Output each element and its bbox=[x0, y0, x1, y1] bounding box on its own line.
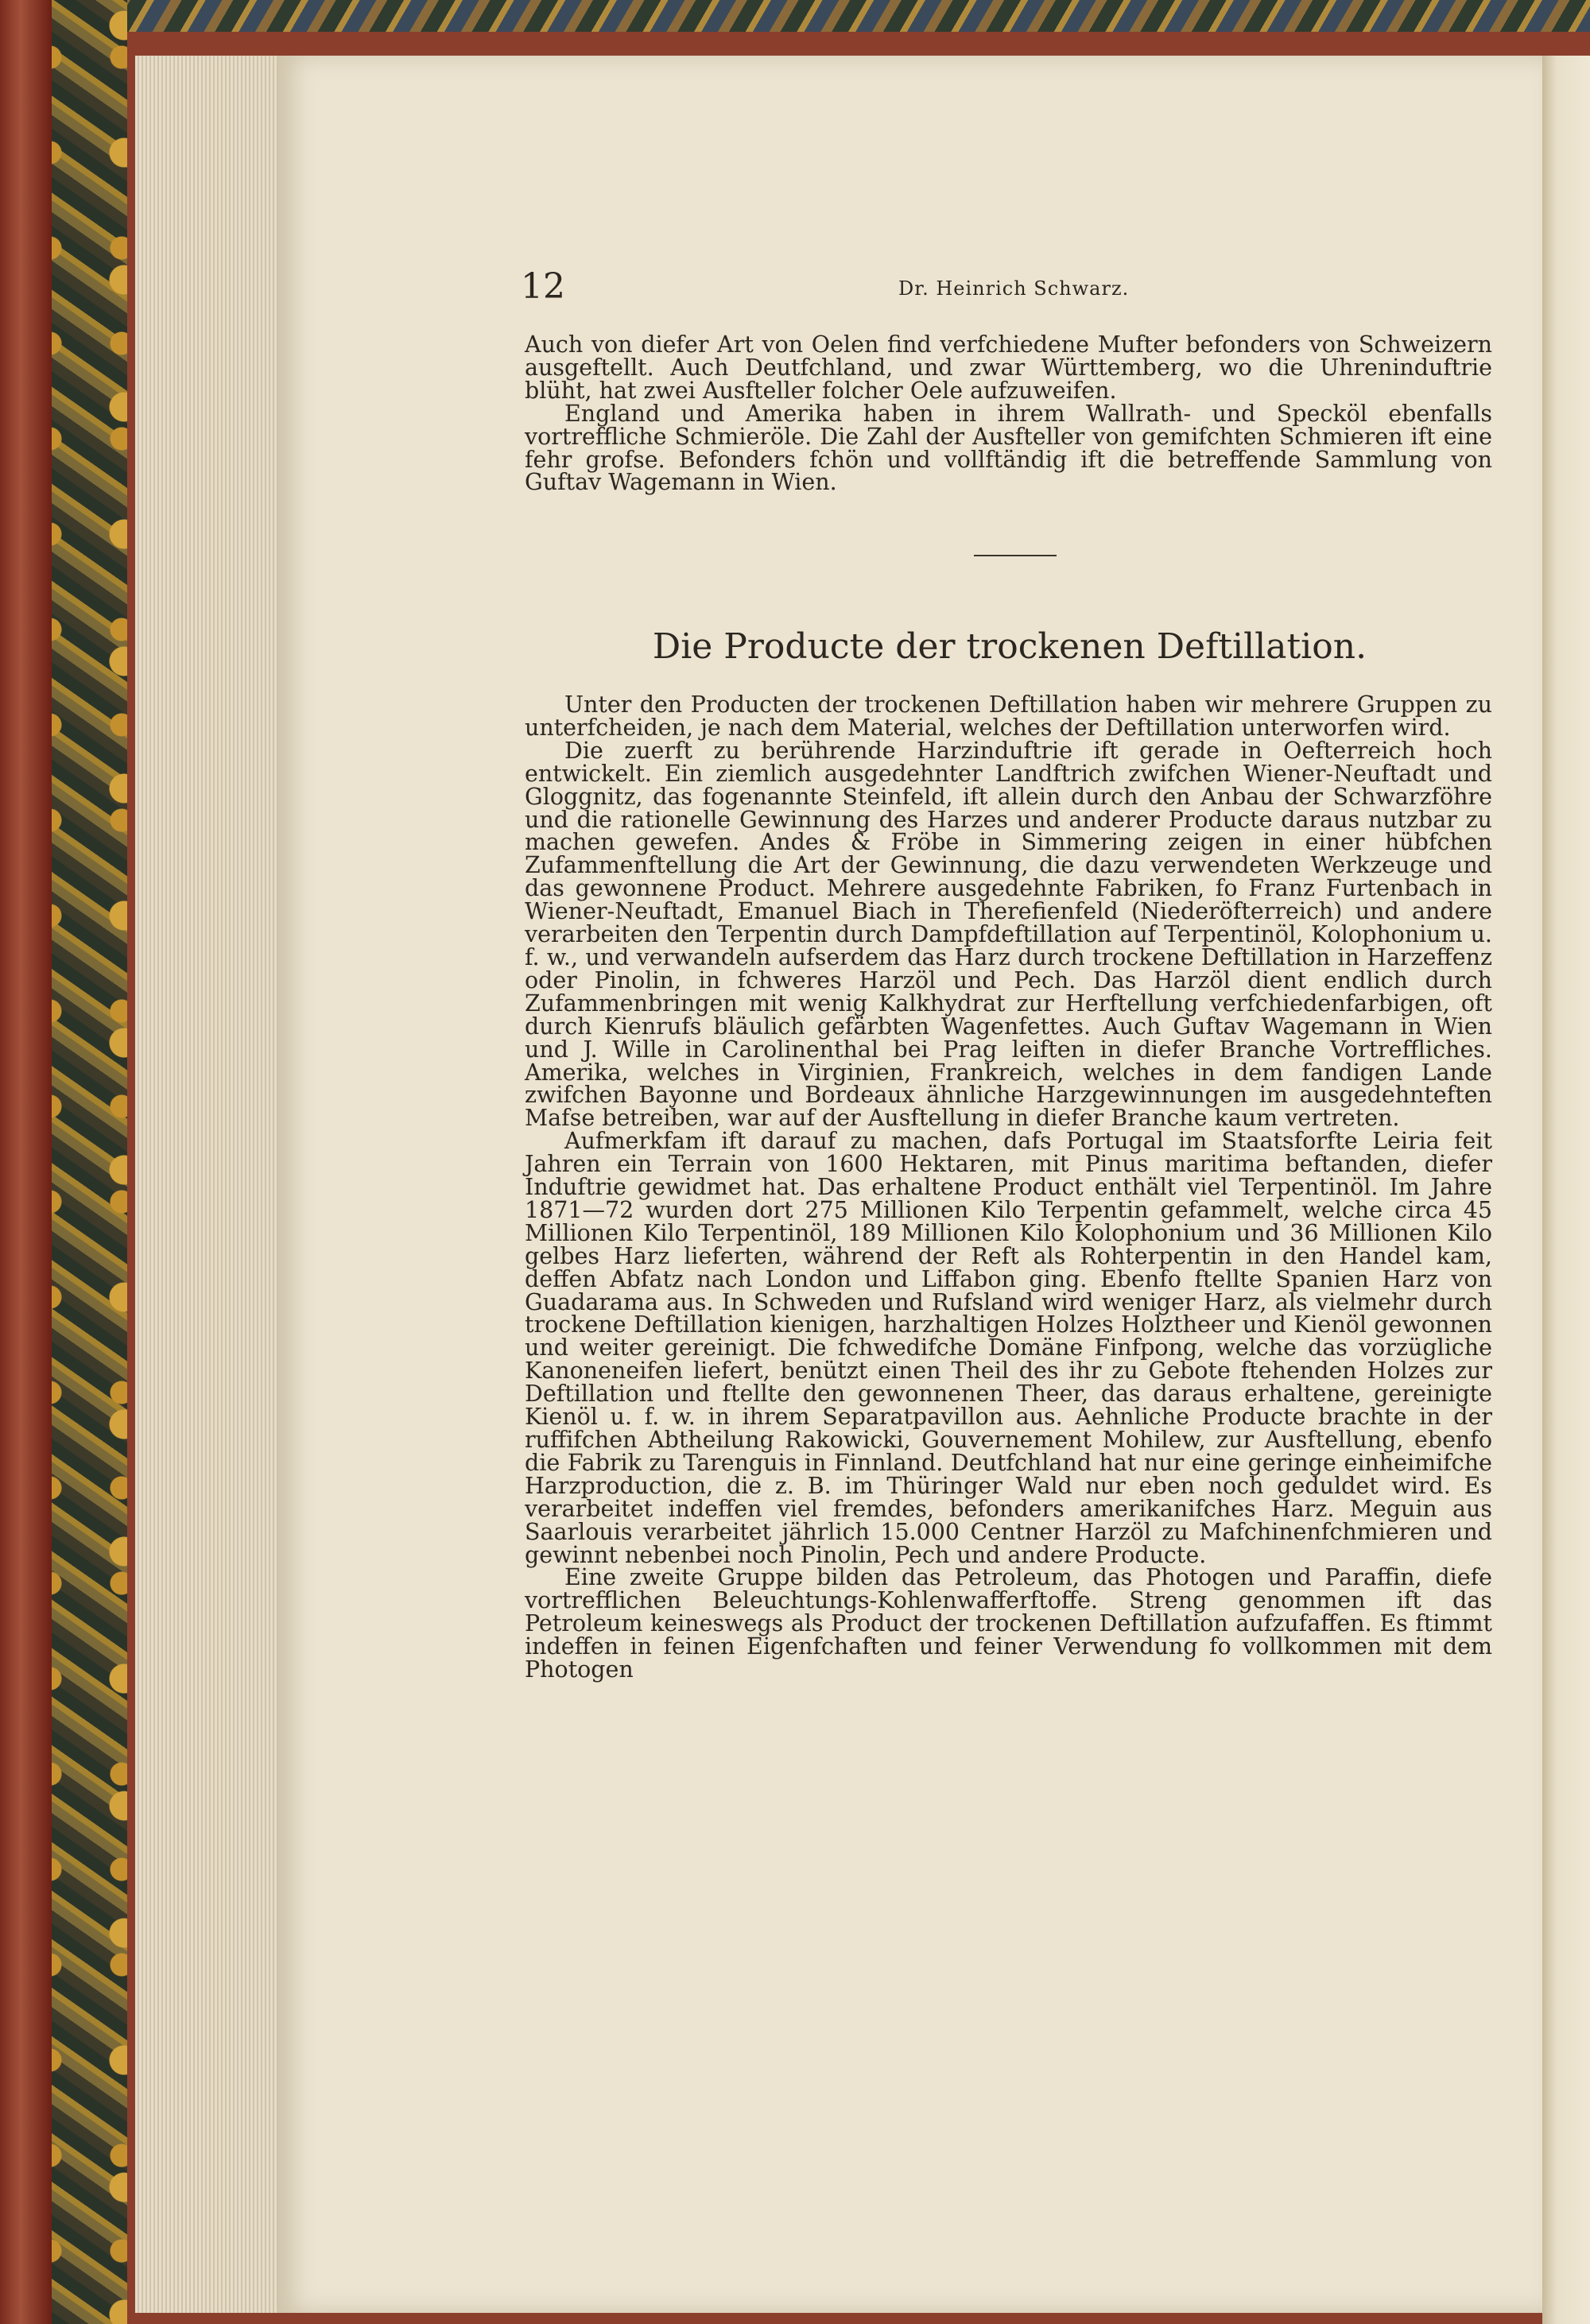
paragraph: England und Amerika haben in ihrem Wallrath- und Specköl ebenfalls vortreffliche Schmieröle. Die Zahl der Ausfteller von gemifchten Schmieren ift eine fehr grofse. Befonders fchön und vollftändig ift die betreffende Sammlung von Guftav Wagemann in Wien. bbox=[525, 400, 1492, 496]
section-divider bbox=[974, 555, 1057, 556]
intro-text bbox=[525, 331, 1492, 496]
page-edges bbox=[135, 56, 286, 2313]
paragraph: Die zuerft zu berührende Harzinduftrie ift gerade in Oefterreich hoch entwickelt. Ein ziemlich ausgedehnter Landftrich zwifchen Wiener-Neuftadt und Gloggnitz, das fogenannte Steinfeld, ift allein durch den Anbau der Schwarzföhre und die rationelle Gewinnung des Harzes und anderer Producte daraus nutzbar zu machen gewefen. Andes & Fröbe in Simmering zeigen in einer hübfchen Zufammenftellung die Art der Gewinnung, die dazu verwendeten Werkzeuge und das gewonnene Product. Mehrere ausgedehnte Fabriken, fo Franz Furtenbach in Wiener-Neuftadt, Emanuel Biach in Therefienfeld (Niederöfterreich) und andere verarbeiten den Terpentin durch Dampfdeftillation auf Terpentinöl, Kolophonium u. f. w., und verwandeln aufserdem das Harz durch trockene Deftillation in Harzeffenz oder Pinolin, in fchweres Harzöl und Pech. Das Harzöl dient endlich durch Zufammenbringen mit wenig Kalkhydrat zur Herftellung verfchiedenfarbigen, oft durch Kienrufs bläulich gefärbten Wagenfettes. Auch Guftav Wagemann in Wien und J. Wille in Carolinenthal bei Prag leiften in diefer Branche Vortreffliches. Amerika, welches in Virginien, Frankreich, welches in dem fandigen Lande zwifchen Bayonne und Bordeaux ähnliche Harzgewinnungen im ausgedehnteften Mafse betreiben, war auf der Ausftellung in diefer Branche kaum vertreten. bbox=[525, 737, 1492, 1132]
book-spine bbox=[0, 0, 52, 2324]
running-title: Dr. Heinrich Schwarz. bbox=[898, 277, 1130, 300]
paragraph: Eine zweite Gruppe bilden das Petroleum, das Photogen und Paraffin, diefe vortrefflichen Beleuchtungs-Kohlenwafferftoffe. Streng genommen ift das Petroleum keineswegs als Product der trockenen Deftillation aufzufaffen. Es ftimmt indeffen in feinen Eigenfchaften und feiner Verwendung fo vollkommen mit dem Photogen bbox=[525, 1564, 1492, 1683]
paragraph: Aufmerkfam ift darauf zu machen, dafs Portugal im Staatsforfte Leiria feit Jahren ein Terrain von 1600 Hektaren, mit Pinus maritima beftanden, diefer Induftrie gewidmet hat. Das erhaltene Product enthält viel Terpentinöl. Im Jahre 1871—72 wurden dort 275 Millionen Kilo Terpentin gefammelt, welche circa 45 Millionen Kilo Terpentinöl, 189 Millionen Kilo Kolophonium und 36 Millionen Kilo gelbes Harz lieferten, während der Reft als Rohterpentin in den Handel kam, deffen Abfatz nach London und Liffabon ging. Ebenfo ftellte Spanien Harz von Guadarama aus. In Schweden und Rufsland wird weniger Harz, als vielmehr durch trockene Deftillation kienigen, harzhaltigen Holzes Holztheer und Kienöl gewonnen und weiter gereinigt. Die fchwedifche Domäne Finfpong, welche das vorzügliche Kanoneneifen liefert, benützt einen Theil des ihr zu Gebote ftehenden Holzes zur Deftillation und ftellte den gewonnenen Theer, das daraus erhaltene, gereinigte Kienöl u. f. w. in ihrem Separatpavillon aus. Aehnliche Producte brachte in der ruffifchen Abtheilung Rakowicki, Gouvernement Mohilew, zur Ausftellung, ebenfo die Fabrik zu Tarenguis in Finnland. Deutfchland hat nur eine geringe einheimifche Harzproduction, die z. B. im Thüringer Wald nur eben noch geduldet wird. Es verarbeitet indeffen viel fremdes, befonders amerikanifches Harz. Meguin aus Saarlouis verarbeitet jährlich 15.000 Centner Harzöl zu Mafchinenfchmieren und gewinnt nebenbei noch Pinolin, Pech und andere Producte. bbox=[525, 1128, 1492, 1568]
page-header bbox=[521, 266, 1157, 306]
facing-page-edge bbox=[1542, 56, 1590, 2324]
section-heading: Die Producte der trockenen Deftillation. bbox=[652, 626, 1367, 667]
page-number: 12 bbox=[521, 266, 565, 307]
section-text bbox=[525, 691, 1492, 1683]
paragraph: Unter den Producten der trockenen Deftillation haben wir mehrere Gruppen zu unterfcheiden, je nach dem Material, welches der Deftillation unterworfen wird. bbox=[525, 691, 1492, 741]
paragraph: Auch von diefer Art von Oelen find verfchiedene Mufter befonders von Schweizern ausgeftellt. Auch Deutfchland, und zwar Württemberg, wo die Uhreninduftrie blüht, hat zwei Ausfteller folcher Oele aufzuweifen. bbox=[525, 331, 1492, 404]
